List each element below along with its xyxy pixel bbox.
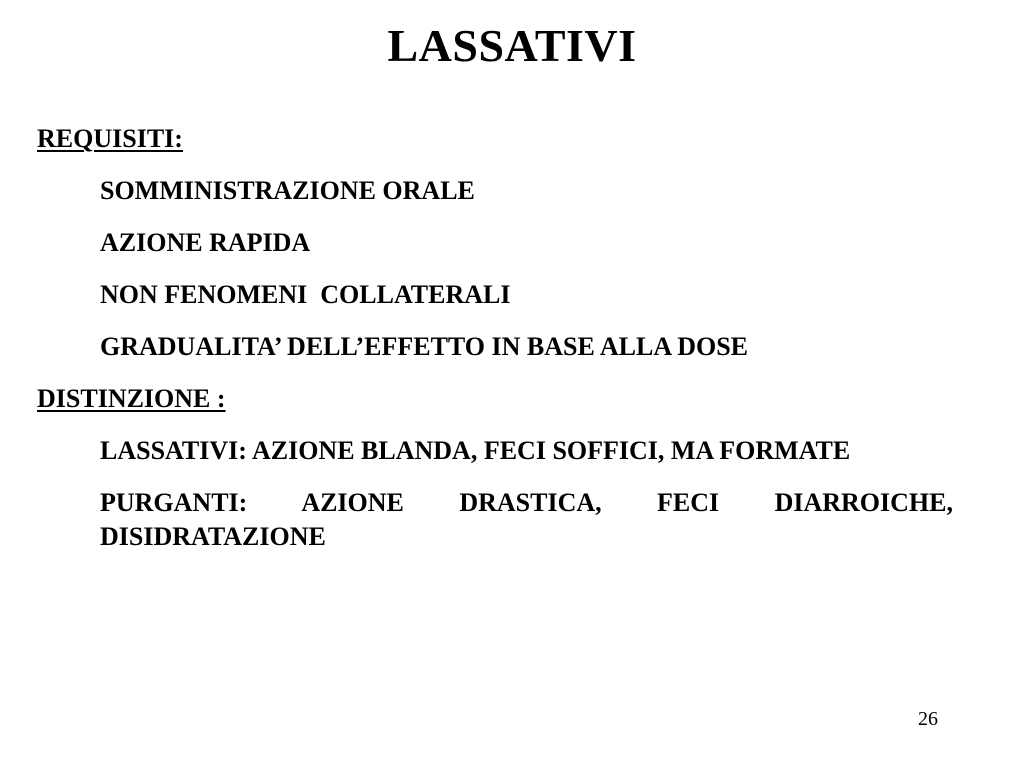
list-item: LASSATIVI: AZIONE BLANDA, FECI SOFFICI, MA FORMATE bbox=[100, 436, 851, 465]
slide-title: LASSATIVI bbox=[387, 20, 637, 71]
list-item: SOMMINISTRAZIONE ORALE bbox=[100, 176, 475, 205]
section-heading-requisiti: REQUISITI: bbox=[37, 124, 183, 153]
slide-content bbox=[37, 122, 953, 554]
list-item: PURGANTI: AZIONE DRASTICA, FECI DIARROICHE, DISIDRATAZIONE bbox=[100, 488, 953, 551]
section-heading-distinzione: DISTINZIONE : bbox=[37, 384, 226, 413]
page-number: 26 bbox=[918, 708, 938, 730]
list-item: AZIONE RAPIDA bbox=[100, 228, 311, 257]
list-item: NON FENOMENI COLLATERALI bbox=[100, 280, 511, 309]
list-item: GRADUALITA’ DELL’EFFETTO IN BASE ALLA DOSE bbox=[100, 332, 748, 361]
